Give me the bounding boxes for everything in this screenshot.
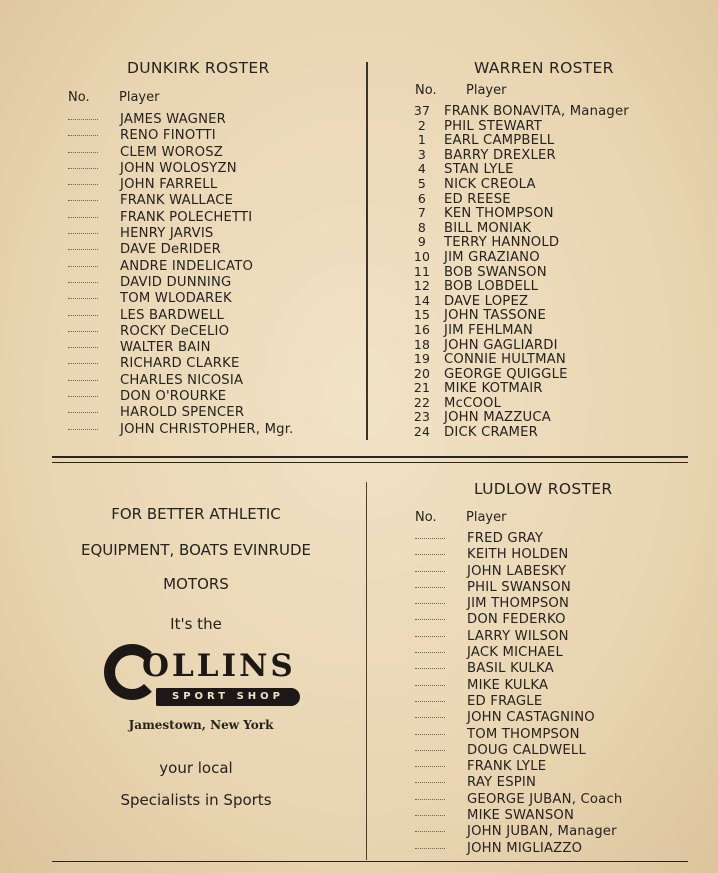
player-name: DOUG CALDWELL (467, 742, 586, 758)
ludlow-roster-list (415, 531, 622, 857)
number-blank (68, 199, 98, 201)
warren-player-row (408, 409, 629, 424)
number-blank (68, 232, 98, 234)
warren-player-row (408, 322, 629, 337)
player-number: 9 (417, 234, 427, 250)
ludlow-player-row (415, 710, 622, 726)
ludlow-player-row (415, 531, 622, 547)
player-number: 6 (417, 190, 427, 206)
ludlow-player-row (415, 645, 622, 661)
player-name: PHIL SWANSON (467, 579, 571, 595)
number-blank (415, 602, 445, 604)
ludlow-player-row (415, 727, 622, 743)
number-blank (68, 151, 98, 153)
player-name: KEN THOMPSON (444, 206, 554, 222)
number-blank (68, 134, 98, 136)
number-blank (415, 814, 445, 816)
player-number: 16 (413, 321, 431, 337)
player-name: GEORGE QUIGGLE (444, 366, 568, 382)
number-blank (415, 586, 445, 588)
player-name: FRANK WALLACE (120, 193, 234, 209)
player-name: McCOOL (444, 395, 502, 411)
ludlow-player-row (415, 743, 622, 759)
warren-player-row (408, 307, 629, 322)
number-blank (68, 314, 98, 316)
player-name: CLEM WOROSZ (120, 144, 224, 160)
player-name: FRANK LYLE (467, 759, 547, 775)
number-blank (415, 830, 445, 832)
number-blank (415, 553, 445, 555)
player-name: TOM WLODAREK (120, 291, 232, 307)
warren-player-row (408, 366, 629, 381)
warren-player-row (408, 205, 629, 220)
player-name: JOHN FARRELL (120, 177, 218, 193)
player-name: LARRY WILSON (467, 628, 569, 644)
warren-player-row (408, 424, 629, 439)
dunkirk-player-row (68, 242, 294, 258)
number-blank (68, 183, 98, 185)
player-name: JOHN TASSONE (444, 308, 547, 324)
player-name: CONNIE HULTMAN (444, 352, 566, 368)
column-divider-bottom (366, 482, 367, 860)
ludlow-player-row (415, 596, 622, 612)
dunkirk-player-row (68, 275, 294, 291)
ludlow-player-row (415, 808, 622, 824)
warren-player-row (408, 278, 629, 293)
player-name: JOHN LABESKY (467, 563, 567, 579)
number-blank (415, 537, 445, 539)
player-name: JIM FEHLMAN (444, 322, 533, 338)
section-rule-upper (52, 456, 688, 458)
number-blank (415, 684, 445, 686)
player-name: JOHN MIGLIAZZO (467, 840, 583, 856)
player-name: RAY ESPIN (467, 775, 537, 791)
player-name: FRED GRAY (467, 531, 544, 546)
player-name: ED REESE (444, 191, 511, 207)
number-blank (68, 330, 98, 332)
player-name: RENO FINOTTI (120, 128, 216, 144)
ludlow-player-row (415, 661, 622, 677)
player-name: HENRY JARVIS (120, 226, 214, 242)
ad-line-athletic: FOR BETTER ATHLETIC (111, 505, 281, 523)
player-number: 11 (413, 263, 431, 279)
number-blank (415, 667, 445, 669)
number-blank (415, 798, 445, 800)
ludlow-player-row (415, 564, 622, 580)
number-blank (68, 395, 98, 397)
player-name: JOHN CASTAGNINO (467, 710, 595, 726)
number-blank (68, 265, 98, 267)
player-name: FRANK BONAVITA, Manager (444, 104, 629, 119)
warren-roster-list (408, 103, 629, 439)
shop-city: Jamestown, New York (128, 718, 274, 732)
warren-roster-title: WARREN ROSTER (474, 59, 614, 77)
number-blank (415, 765, 445, 767)
player-name: DON O'ROURKE (120, 389, 227, 405)
dunkirk-player-row (68, 291, 294, 307)
player-name: JACK MICHAEL (467, 645, 563, 661)
player-name: BOB LOBDELL (444, 279, 539, 295)
ludlow-player-row (415, 678, 622, 694)
warren-player-row (408, 351, 629, 366)
ludlow-player-row (415, 775, 622, 791)
number-blank (68, 346, 98, 348)
player-name: MIKE KULKA (467, 677, 549, 693)
player-name: ROCKY DeCELIO (120, 323, 230, 339)
ludlow-player-row (415, 792, 622, 808)
number-blank (68, 118, 98, 120)
dunkirk-player-row (68, 405, 294, 421)
warren-player-row (408, 103, 629, 118)
player-name: ED FRAGLE (467, 693, 543, 709)
ludlow-roster-title: LUDLOW ROSTER (474, 480, 613, 498)
warren-player-row (408, 234, 629, 249)
dunkirk-player-row (68, 112, 294, 128)
dunkirk-player-row (68, 308, 294, 324)
ad-line-motors: MOTORS (163, 575, 229, 593)
player-name: NICK CREOLA (444, 176, 536, 192)
player-number: 10 (413, 248, 431, 264)
player-name: JAMES WAGNER (120, 112, 227, 127)
number-blank (68, 248, 98, 250)
number-blank (68, 297, 98, 299)
warren-player-row (408, 147, 629, 162)
warren-player-row (408, 118, 629, 133)
warren-player-row (408, 264, 629, 279)
player-name: TOM THOMPSON (467, 726, 580, 742)
player-name: BASIL KULKA (467, 661, 554, 677)
player-number: 24 (413, 424, 431, 440)
dunkirk-player-row (68, 128, 294, 144)
player-number: 3 (417, 146, 427, 162)
ludlow-no-header: No. (415, 510, 437, 525)
player-name: JIM THOMPSON (467, 596, 570, 612)
dunkirk-player-row (68, 210, 294, 226)
player-number: 22 (413, 394, 431, 410)
player-number: 2 (417, 117, 427, 133)
number-blank (415, 651, 445, 653)
warren-player-row (408, 176, 629, 191)
number-blank (415, 618, 445, 620)
number-blank (68, 379, 98, 381)
player-number: 1 (417, 132, 427, 148)
number-blank (415, 700, 445, 702)
ludlow-player-row (415, 580, 622, 596)
player-name: KEITH HOLDEN (467, 547, 569, 563)
player-name: EARL CAMPBELL (444, 133, 555, 149)
column-divider-top (366, 62, 368, 440)
number-blank (415, 635, 445, 637)
number-blank (415, 716, 445, 718)
player-name: BOB SWANSON (444, 264, 547, 280)
player-number: 18 (413, 336, 431, 352)
bottom-rule (52, 861, 688, 862)
warren-player-row (408, 395, 629, 410)
ludlow-player-row (415, 547, 622, 563)
number-blank (68, 281, 98, 283)
dunkirk-player-row (68, 373, 294, 389)
player-name: DAVE DeRIDER (120, 242, 222, 258)
dunkirk-player-header: Player (119, 90, 160, 105)
ad-line-equipment: EQUIPMENT, BOATS EVINRUDE (80, 541, 311, 559)
number-blank (68, 216, 98, 218)
ludlow-player-row (415, 759, 622, 775)
player-number: 15 (413, 307, 431, 323)
ludlow-player-row (415, 612, 622, 628)
number-blank (415, 781, 445, 783)
warren-player-row (408, 293, 629, 308)
player-number: 8 (417, 219, 427, 235)
player-name: JOHN WOLOSYZN (120, 160, 237, 176)
player-number: 7 (417, 205, 427, 221)
player-name: JOHN MAZZUCA (444, 410, 551, 426)
player-name: DICK CRAMER (444, 425, 539, 441)
number-blank (415, 749, 445, 751)
player-number: 23 (413, 409, 431, 425)
player-number: 20 (413, 365, 431, 381)
player-name: JOHN GAGLIARDI (444, 337, 558, 353)
dunkirk-player-row (68, 145, 294, 161)
ludlow-player-row (415, 694, 622, 710)
ad-line-its-the: It's the (170, 615, 222, 633)
player-name: HAROLD SPENCER (120, 405, 245, 421)
dunkirk-player-row (68, 340, 294, 356)
dunkirk-player-row (68, 356, 294, 372)
warren-no-header: No. (415, 83, 437, 98)
dunkirk-roster-list (68, 112, 294, 438)
dunkirk-roster-title: DUNKIRK ROSTER (127, 59, 270, 77)
player-name: BILL MONIAK (444, 220, 532, 236)
player-number: 4 (417, 161, 427, 177)
dunkirk-player-row (68, 422, 294, 438)
number-blank (68, 428, 98, 430)
player-name: JOHN JUBAN, Manager (467, 824, 617, 840)
player-name: ANDRE INDELICATO (120, 258, 254, 274)
number-blank (415, 570, 445, 572)
player-name: CHARLES NICOSIA (120, 372, 244, 388)
warren-player-row (408, 380, 629, 395)
dunkirk-player-row (68, 259, 294, 275)
player-name: WALTER BAIN (120, 340, 211, 356)
player-number: 12 (413, 278, 431, 294)
ludlow-player-header: Player (466, 510, 507, 525)
number-blank (415, 733, 445, 735)
dunkirk-player-row (68, 161, 294, 177)
player-number: 37 (413, 103, 431, 118)
warren-player-row (408, 132, 629, 147)
player-name: PHIL STEWART (444, 118, 543, 134)
dunkirk-player-row (68, 226, 294, 242)
number-blank (68, 167, 98, 169)
number-blank (68, 362, 98, 364)
collins-sport-shop-logo (104, 644, 300, 714)
number-blank (68, 411, 98, 413)
dunkirk-no-header: No. (68, 90, 90, 105)
warren-player-row (408, 220, 629, 235)
player-name: DAVID DUNNING (120, 274, 232, 290)
player-name: BARRY DREXLER (444, 147, 556, 163)
player-name: DON FEDERKO (467, 612, 566, 628)
warren-player-row (408, 191, 629, 206)
dunkirk-player-row (68, 193, 294, 209)
warren-player-header: Player (466, 83, 507, 98)
ludlow-player-row (415, 841, 622, 857)
player-name: MIKE KOTMAIR (444, 381, 543, 397)
section-rule-lower (52, 462, 688, 463)
ludlow-player-row (415, 824, 622, 840)
player-name: GEORGE JUBAN, Coach (467, 791, 623, 807)
dunkirk-player-row (68, 324, 294, 340)
ad-line-specialists: Specialists in Sports (120, 791, 272, 809)
logo-wordmark: OLLINS (142, 648, 296, 684)
warren-player-row (408, 161, 629, 176)
player-name: JIM GRAZIANO (444, 249, 540, 265)
dunkirk-player-row (68, 177, 294, 193)
logo-banner: SPORT SHOP (156, 688, 300, 706)
dunkirk-player-row (68, 389, 294, 405)
player-name: RICHARD CLARKE (120, 356, 240, 372)
player-name: MIKE SWANSON (467, 808, 575, 824)
player-number: 5 (417, 175, 427, 191)
player-name: DAVE LOPEZ (444, 293, 529, 309)
player-number: 21 (413, 380, 431, 396)
ad-line-your-local: your local (159, 759, 233, 777)
warren-player-row (408, 337, 629, 352)
warren-player-row (408, 249, 629, 264)
player-name: STAN LYLE (444, 162, 514, 178)
player-name: TERRY HANNOLD (444, 235, 560, 251)
player-name: JOHN CHRISTOPHER, Mgr. (120, 421, 294, 437)
player-name: LES BARDWELL (120, 307, 225, 323)
number-blank (415, 847, 445, 849)
player-number: 19 (413, 351, 431, 367)
ludlow-player-row (415, 629, 622, 645)
player-name: FRANK POLECHETTI (120, 209, 253, 225)
player-number: 14 (413, 292, 431, 308)
